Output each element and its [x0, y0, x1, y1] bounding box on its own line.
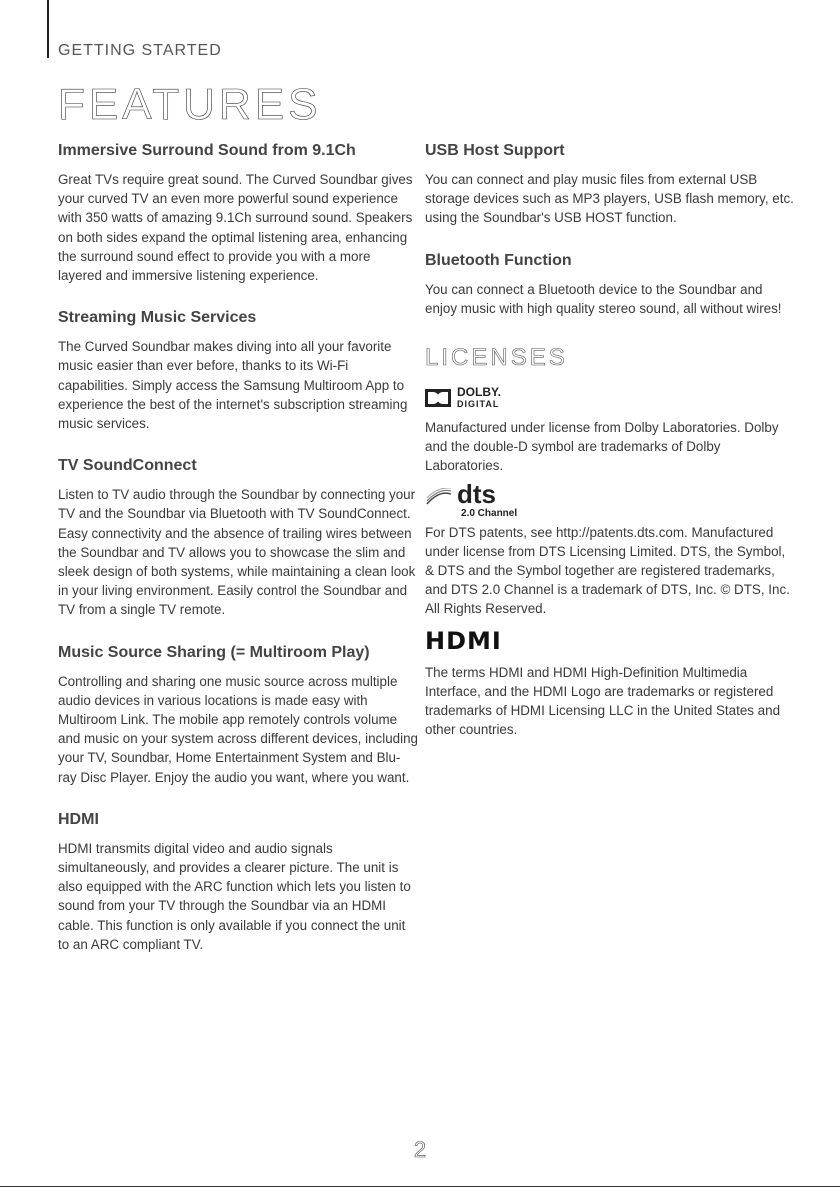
dts-wordmark: dts	[457, 478, 496, 509]
feature-heading: Streaming Music Services	[58, 309, 257, 327]
feature-body: Listen to TV audio through the Soundbar by connecting your TV and the Soundbar via Bluetooth with TV SoundConnect. Easy connectivity and the absence of trailing wires between the Soundbar and TV allows you to showcase the slim and sleek design of both systems, while maintaining a clean look in your living environment. Easily control the Soundbar and TV from a single TV remote.	[58, 487, 416, 618]
right-column	[425, 142, 795, 763]
page-title: FEATURES	[58, 80, 322, 129]
dts-logo	[425, 478, 795, 509]
licenses-title: LICENSES	[425, 344, 568, 372]
dts-symbol-icon	[425, 488, 453, 506]
feature-heading: Music Source Sharing (= Multiroom Play)	[58, 643, 370, 661]
feature-heading: TV SoundConnect	[58, 457, 197, 475]
feature-body: You can connect and play music files from external USB storage devices such as MP3 players, USB flash memory, etc. using the Soundbar's USB HOST function.	[425, 172, 794, 226]
feature-heading: HDMI	[58, 810, 99, 828]
feature-body: You can connect a Bluetooth device to the Soundbar and enjoy music with high quality stereo sound, all without wires!	[425, 281, 782, 316]
hdmi-logo: HDMI	[425, 626, 502, 655]
bottom-rule	[0, 1186, 840, 1187]
left-column	[58, 142, 418, 978]
section-divider	[47, 0, 49, 58]
feature-heading: Bluetooth Function	[425, 251, 572, 269]
feature-body: The Curved Soundbar makes diving into all your favorite music easier than ever before, thanks to its Wi-Fi capabilities. Simply access the Samsung Multiroom App to experience the best of the internet's subscription streaming music services.	[58, 339, 408, 432]
dolby-double-d-icon	[425, 389, 451, 407]
hdmi-license-text: The terms HDMI and HDMI High-Definition Multimedia Interface, and the HDMI Logo are trademarks or registered trademarks of HDMI Licensing LLC in the United States and other countries.	[425, 664, 781, 738]
dts-channel-label: 2.0 Channel	[461, 507, 518, 519]
feature-body: Great TVs require great sound. The Curved Soundbar gives your curved TV an even more powerful sound experience with 350 watts of amazing 9.1Ch surround sound. Speakers on both sides expand the optimal listening area, enhancing the surround sound effect to provide you with a more layered and immersive listening experience.	[58, 172, 413, 284]
dolby-wordmark: DOLBY. DIGITAL	[457, 385, 502, 410]
feature-heading: Immersive Surround Sound from 9.1Ch	[58, 142, 356, 159]
feature-body: HDMI transmits digital video and audio signals simultaneously, and provides a clearer picture. The unit is also equipped with the ARC function which lets you listen to sound from your TV through the Soundbar via an HDMI cable. This function is only available if you connect the unit to an ARC compliant TV.	[58, 840, 411, 952]
dolby-license-text: Manufactured under license from Dolby Laboratories. Dolby and the double-D symbol are trademarks of Dolby Laboratories.	[425, 420, 779, 474]
page-number: 2	[413, 1137, 427, 1162]
dts-license-text: For DTS patents, see http://patents.dts.com. Manufactured under license from DTS Licensing Limited. DTS, the Symbol, & DTS and the Symbol together are registered trademarks, and DTS 2.0 Channel is a trademark of DTS, Inc. © DTS, Inc. All Rights Reserved.	[425, 524, 790, 617]
feature-body: Controlling and sharing one music source across multiple audio devices in various locations is made easy with Multiroom Link. The mobile app remotely controls volume and music on your system across different devices, including your TV, Soundbar, Home Entertainment System and Blu-ray Disc Player. Enjoy the audio you want, where you want.	[58, 673, 418, 785]
feature-heading: USB Host Support	[425, 142, 565, 159]
section-label: GETTING STARTED	[58, 42, 222, 59]
dolby-logo	[425, 386, 795, 410]
